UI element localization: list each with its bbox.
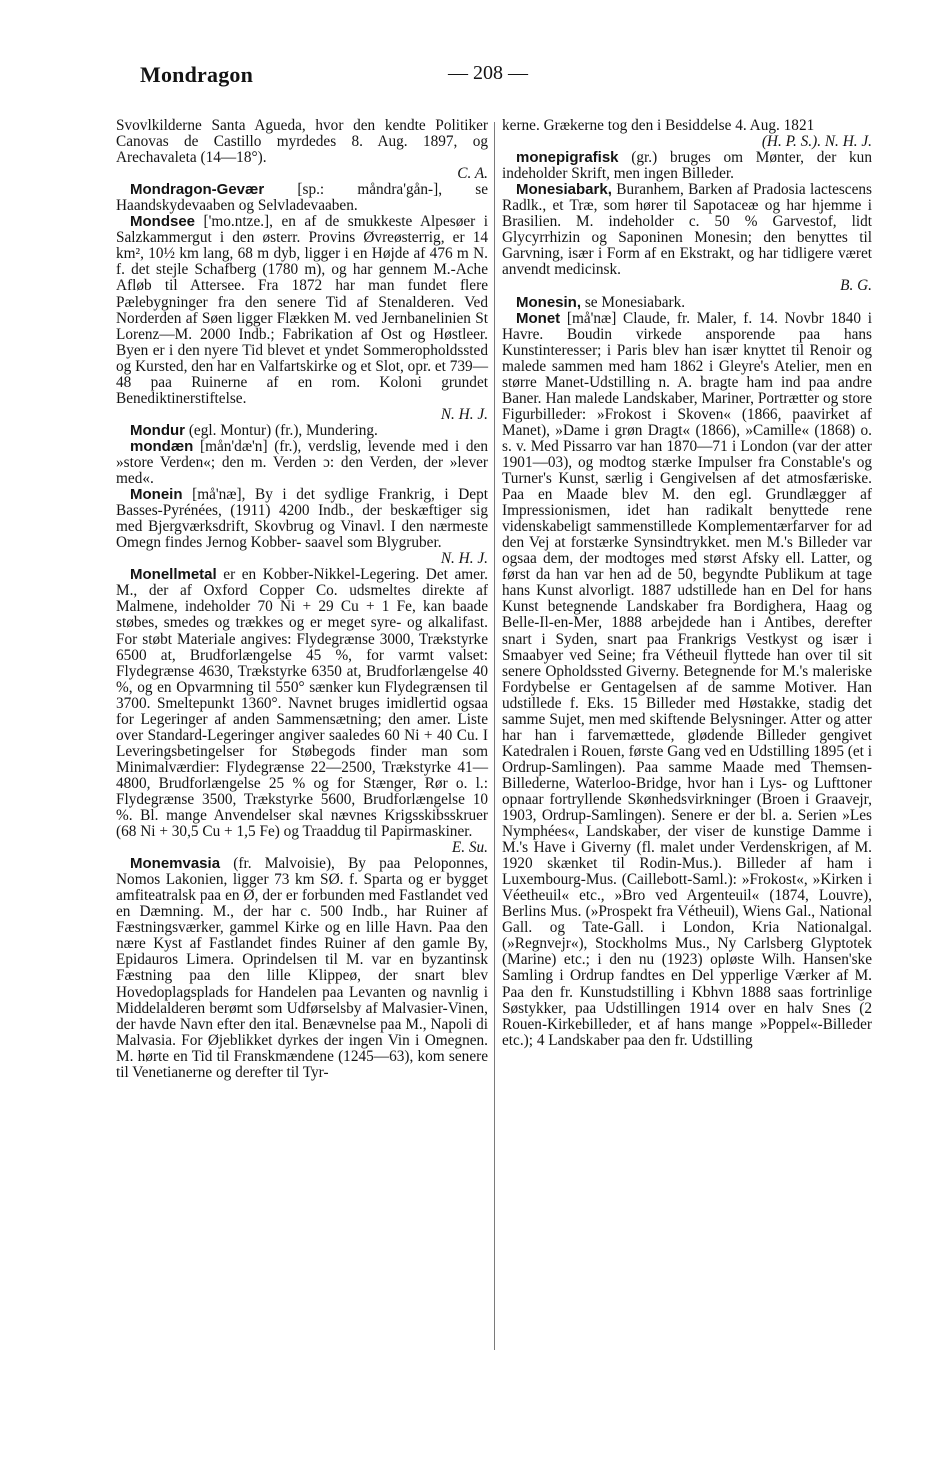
running-header (140, 62, 840, 96)
entry (116, 182, 488, 214)
entry-signature: C. A. (457, 165, 488, 183)
entry-text: ['mo.ntze.], en af de smukkeste Alpesøer i Salzkammergut i den østerr. Provins Øvreøsterrig, er 14 km², 10½ km lang, 68 m dyb, ligger i en Højde af 476 m N. f. det stejle Schafberg (1780 m), og har gennem M.-Ache Afløb til Attersee. Fra 1872 har man fundet flere Pælebygninger fra den senere Tid af Stenalderen. Ved Norderden af Søen ligger Flækken M. ved Jernbanelinien St Lorenz—M. 2000 Indb.; Fabrikation af Ost og Høstleer. Byen er i den nyere Tid blevet et yndet Sommeropholdssted og Kursted, den har en Valfartskirke og et Slot, opr. et 739—48 paa Ruinerne af en rom. Koloni grundet Benediktinerstiftelse. (116, 213, 488, 407)
entry-text: se Monesiabark. (584, 293, 686, 311)
entry-signature: N. H. J. (440, 550, 488, 568)
entry (502, 182, 872, 294)
entry (116, 118, 488, 182)
entry-headword: Monesin, (516, 293, 582, 311)
entry (116, 567, 488, 856)
entry (116, 214, 488, 423)
page-number: — 208 — (448, 62, 528, 84)
entry-text: [sp.: måndra'gån-], se Haandskydevaaben og Selvladevaaben. (116, 181, 489, 215)
entry-text: [må'næ], By i det sydlige Frankrig, i Dept Basses-Pyrénées, (1911) 4200 Indb., der beskæftiger sig med Bjergværksdrift, Skovbrug og Vinavl. I den nærmeste Omegn findes Jernog Kobber- saavel som Blygruber. (116, 486, 488, 552)
entry-headword: Monemvasia (130, 855, 221, 873)
entry-signature: (H. P. S.). N. H. J. (761, 133, 872, 151)
right-column (502, 118, 872, 1049)
entry (116, 423, 488, 439)
entry-headword: Monein (130, 486, 183, 504)
entry (502, 295, 872, 311)
entry-text: [mån'dæ'n] (fr.), verdslig, levende med i den »store Verden«; den m. Verden ɔ: den Verden, der »lever med«. (116, 437, 488, 488)
entry-text: Svovlkilderne Santa Agueda, hvor den kendte Politiker Canovas de Castillo myrdedes 8. Aug. 1897, og Arechavaleta (14—18°). (116, 117, 488, 167)
entry (116, 487, 488, 567)
entry-text: (egl. Montur) (fr.), Mundering. (188, 421, 378, 439)
entry-headword: monepigrafisk (516, 149, 619, 167)
header-headword: Mondragon (140, 62, 254, 87)
entry-signature: B. G. (840, 277, 872, 295)
entry-signature: E. Su. (451, 839, 488, 857)
entry-text: (fr. Malvoisie), By paa Peloponnes, Nomos Lakonien, ligger 73 km SØ. f. Sparta og er bygget amfiteatralsk paa en Ø, der er forbunden med Fastlandet ved en Dæmning. M., der har c. 500 Indb., har Ruiner af Fæstningsværker, gammel Kirke og en lille Havn. Paa den nære Kyst af Fastlandet findes Ruiner af den gamle By, Epidauros Limera. Oprindelsen til M. var en byzantinsk Fæstning paa den lille Klippeø, der snart blev Hovedoplagsplads for Handelen paa Levanten og navnlig i Middelalderen berømt som Udførselsby af Malvasier-Vinen, der havde Navn efter den ital. Benævnelse paa M., Napoli di Malvasia. For Øjeblikket dyrkes der ingen Vin i Omegnen. M. hørte en Tid til Franskmændene (1245—63), kom senere til Venetianerne og derefter til Tyr- (116, 855, 488, 1081)
entry (502, 118, 872, 150)
entry (116, 439, 488, 487)
entry (116, 856, 488, 1081)
entry-headword: mondæn (130, 437, 194, 455)
entry-signature: N. H. J. (440, 405, 488, 423)
entry-text: (gr.) bruges om Mønter, der kun indeholder Skrift, men ingen Billeder. (502, 149, 872, 183)
entry (502, 311, 872, 1049)
column-divider (494, 122, 495, 1350)
entry-text: [må'næ] Claude, fr. Maler, f. 14. Novbr 1840 i Havre. Boudin virkede ansporende paa hans Kunstinteresser; i Paris blev han især knyttet til Renoir og malede sammen med ham 1862 i Gleyre's Atelier, men en større Manet-Udstilling n. A. bragte ham ind paa andre Baner. Han malede Landskaber, Mariner, Portrætter og store Figurbilleder: »Frokost i Skoven« (1866, paavirket af Manet), »Dame i grøn Dragt« (1866), »Camille« (1868) o. s. v. Med Pissarro var han 1870—71 i London (var der atter 1901—03), og modtog stærke Impulser fra Constable's og Turner's Kunst, særlig i Gengivelsen af det atmosfæriske. Paa en Maade blev M. den egl. Grundlægger af Impressionismen, idet han radikalt benyttede rene videnskabeligt sammenstillede Komplementærfarver for ad den Vej at forstærke Synsindtrykket. men M.'s Billeder var ogsaa dem, der modtoges med størst Afsky ell. Latter, og først da han var hen ad de 50, begyndte Publikum at tage hans Kunst alvorligt. 1887 udstillede han en Del for hans Kunst betegnende Landskaber fra Bordighera, Haag og Belle-Il-en-Mer, 1888 arbejdede han i Antibes, derefter snart i Syden, snart paa Frankrigs Vestkyst og især i Smaabyer ved Seine; fra Vétheuil flyttede han over til sit senere Opholdssted Giverny. Betegnende for M.'s maleriske Fordybelse er Gentagelsen af de samme Motiver. Han udstillede f. Eks. 15 Billeder med Høstakke, stadig det samme Sujet, men med skiftende Belysninger. Atter og atter har han i farvemættede, glødende Billeder gengivet Katedralen i Rouen, første Gang ved en Udstilling 1895 (et i Ordrup-Samlingen). Paa samme Maade med Themsen-Billederne, Waterloo-Bridge, hvor han i Lys- og Lufttoner opnaar fortryllende Skønhedsvirkninger (Broen i Graavejr, 1903, Ordrup-Samlingen). Senere er der bl. a. Serien »Les Nymphées«, Landskaber, der viser de kunstige Damme i M.'s Have i Giverny (fl. malet under Verdenskrigen, af M. 1920 skænket til Rodin-Mus.). Billeder af ham i Luxembourg-Mus. (Caillebott-Saml.): »Frokost«, »Kirken i Véetheuil« etc., »Bro ved Argenteuil« (1874, Louvre), Berlins Mus. (»Prospekt fra Vétheuil), Wiens Gal., National Gall. og Tate-Gall. i London, Kria Nationalgal. (»Regnvejr«), Stockholms Mus., Ny Carlsberg Glyptotek (Marine) etc.; i den nu (1923) opløste Wilh. Hansen'ske Samling i Ordrup fandtes en Del ypperlige Værker af M. Paa den fr. Kunstudstilling i Kbhvn 1888 saas fortrinlige Søstykker, paa Udstillingen 1914 over en halv Snes (2 Rouen-Kirkebilleder, et af hans mange »Poppel«-Billeder etc.); 4 Landskaber paa den fr. Udstilling (502, 309, 873, 1049)
entry-headword: Mondsee (130, 213, 196, 231)
entry-text: kerne. Grækerne tog den i Besiddelse 4. Aug. 1821 (502, 117, 815, 134)
left-column (116, 118, 488, 1081)
entry-headword: Monesiabark, (516, 181, 612, 199)
entry-headword: Monellmetal (130, 566, 217, 584)
entry-text: er en Kobber-Nikkel-Legering. Det amer. M., der af Oxford Copper Co. udsmeltes direkte af Malmene, indeholder 70 Ni + 29 Cu + 1 Fe, kan baade støbes, smedes og trækkes og er meget syre- og alkalifast. For støbt Materiale angives: Flydegrænse 3000, Trækstyrke 6500 at, Brudforlængelse 45 %, for varmt valset: Flydegrænse 4630, Trækstyrke 6350 at, Brudforlængelse 40 %, og en Opvarmning til 550° sænker kun Flydegrænsen til 3700. Smeltepunkt 1360°. Navnet bruges imidlertid ogsaa for Legeringer af anden Sammensætning; den amer. Liste over Standard-Legeringer angiver saaledes 60 Ni + 40 Cu. I Leveringsbetingelser for Støbegods finder man som Minimalværdier: Flydegrænse 22—2500, Trækstyrke 41—4800, Brudforlængelse 25 % og for Stænger, Rør o. l.: Flydegrænse 3500, Trækstyrke 5600, Brudforlængelse 10 %. Bl. mange Anvendelser skal nævnes Krigsskibsskruer (68 Ni + 30,5 Cu + 1,5 Fe) og Traaddug til Papirmaskiner. (116, 566, 489, 841)
entry-headword: Mondur (130, 421, 185, 439)
entry-headword: Monet (516, 309, 561, 327)
entry (502, 150, 872, 182)
entry-headword: Mondragon-Gevær (130, 181, 265, 199)
entry-text: Buranhem, Barken af Pradosia lactescens Radlk., et Træ, som hører til Sapotaceæ og har hjemme i Brasilien. M. indeholder c. 50 % Garvestof, lidt Glycyrrhizin og Saponinen Monesin; den benyttes til Garvning, især i Form af en Ekstrakt, og har tidligere været anvendt medicinsk. (502, 181, 872, 279)
